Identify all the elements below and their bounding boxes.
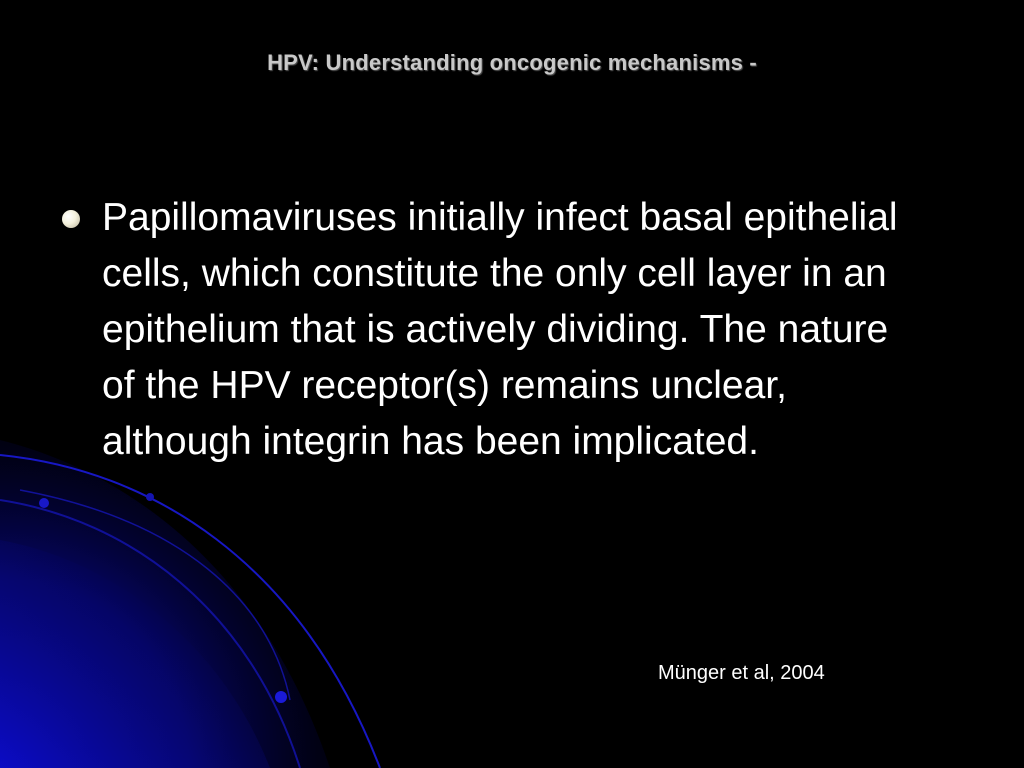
bullet-text: Papillomaviruses initially infect basal epithelial cells, which constitute the only cell layer in an epithelium that is actively dividing. The nature of the HPV receptor(s) remains unclear, although integrin has been implicated. (102, 196, 898, 463)
bullet-dot-icon (62, 210, 80, 228)
swoosh-dot-1 (39, 498, 49, 508)
bullet-list (62, 190, 922, 470)
citation: Münger et al, 2004 (658, 662, 825, 684)
bullet-item (62, 190, 922, 470)
swoosh-dot-3 (275, 691, 287, 703)
swoosh-dot-2 (146, 493, 154, 501)
slide-title: HPV: Understanding oncogenic mechanisms - (267, 50, 757, 75)
